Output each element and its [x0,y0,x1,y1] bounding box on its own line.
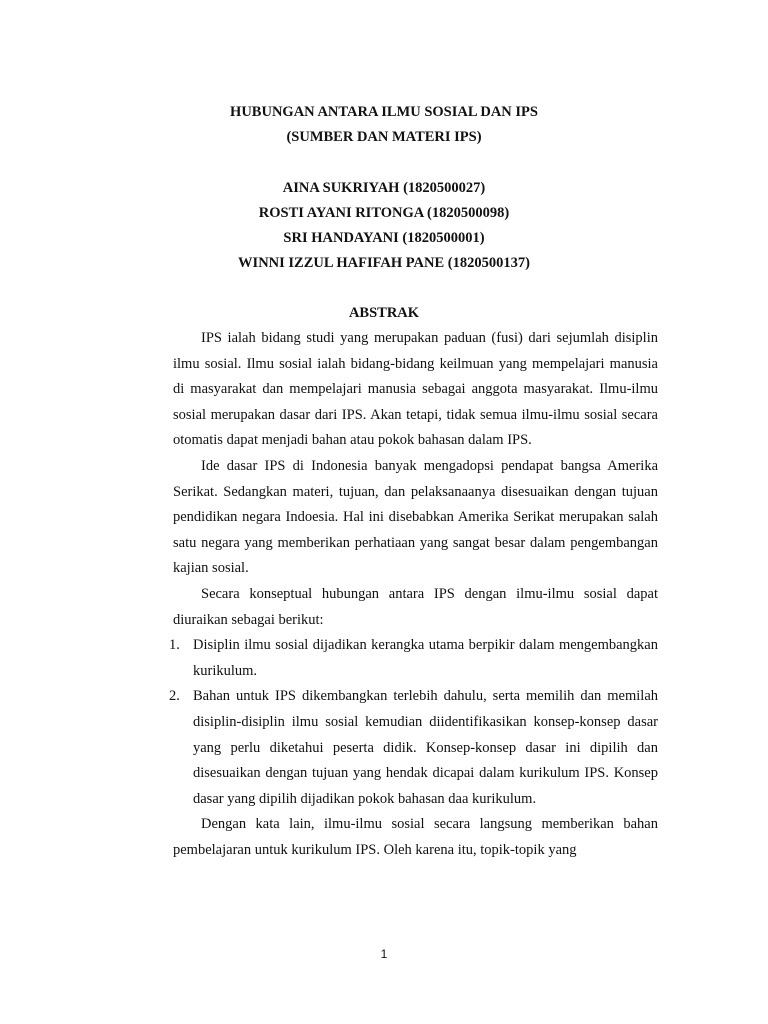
abstract-heading: ABSTRAK [348,305,420,321]
author-1: AINA SUKRIYAH (1820500027) [282,180,486,196]
paragraph-closing: Dengan kata lain, ilmu-ilmu sosial secara langsung memberikan bahan pembelajaran untuk kurikulum IPS. Oleh karena itu, topik-topik yang [173,816,658,858]
list-number-2: 2. [169,688,180,705]
page-number: 1 [380,947,388,961]
list-text-2: Bahan untuk IPS dikembangkan terlebih dahulu, serta memilih dan memilah disiplin-disiplin ilmu sosial kemudian diidentifikasikan konsep-konsep dasar yang perlu diketahui peserta didik. Konsep-konsep dasar ini dipilih dan disesuaikan dengan tujuan yang hendak dicapai dalam kurikulum IPS. Konsep dasar yang dipilih dijadikan pokok bahasan daa kurikulum. [193,688,658,807]
abstract-body [169,326,658,863]
title-line-1: HUBUNGAN ANTARA ILMU SOSIAL DAN IPS [230,104,538,120]
list-text-1: Disiplin ilmu sosial dijadikan kerangka utama berpikir dalam mengembangkan kurikulum. [193,637,658,679]
paragraph-3: Secara konseptual hubungan antara IPS dengan ilmu-ilmu sosial dapat diuraikan sebagai berikut: [173,585,658,628]
paragraph-1: IPS ialah bidang studi yang merupakan paduan (fusi) dari sejumlah disiplin ilmu sosial. Ilmu sosial ialah bidang-bidang keilmuan yang mempelajari manusia di masyarakat dan mempelajari manusia sebagai anggota masyarakat. Ilmu-ilmu sosial merupakan dasar dari IPS. Akan tetapi, tidak semua ilmu-ilmu sosial secara otomatis dapat menjadi bahan atau pokok bahasan dalam IPS. [173,330,658,449]
title-line-2: (SUMBER DAN MATERI IPS) [286,129,482,145]
paragraph-2: Ide dasar IPS di Indonesia banyak mengadopsi pendapat bangsa Amerika Serikat. Sedangkan materi, tujuan, dan pelaksanaanya disesuaikan dengan tujuan pendidikan negara Indoesia. Hal ini disebabkan Amerika Serikat merupakan salah satu negara yang memberikan perhatiaan yang sangat besar dalam pengembangan kajian sosial. [173,457,658,577]
author-3: SRI HANDAYANI (1820500001) [283,230,485,246]
author-2: ROSTI AYANI RITONGA (1820500098) [258,205,510,221]
list-number-1: 1. [169,637,180,654]
list-item-2 [169,684,658,812]
list-item-1 [169,633,658,684]
author-4: WINNI IZZUL HAFIFAH PANE (1820500137) [238,255,530,271]
